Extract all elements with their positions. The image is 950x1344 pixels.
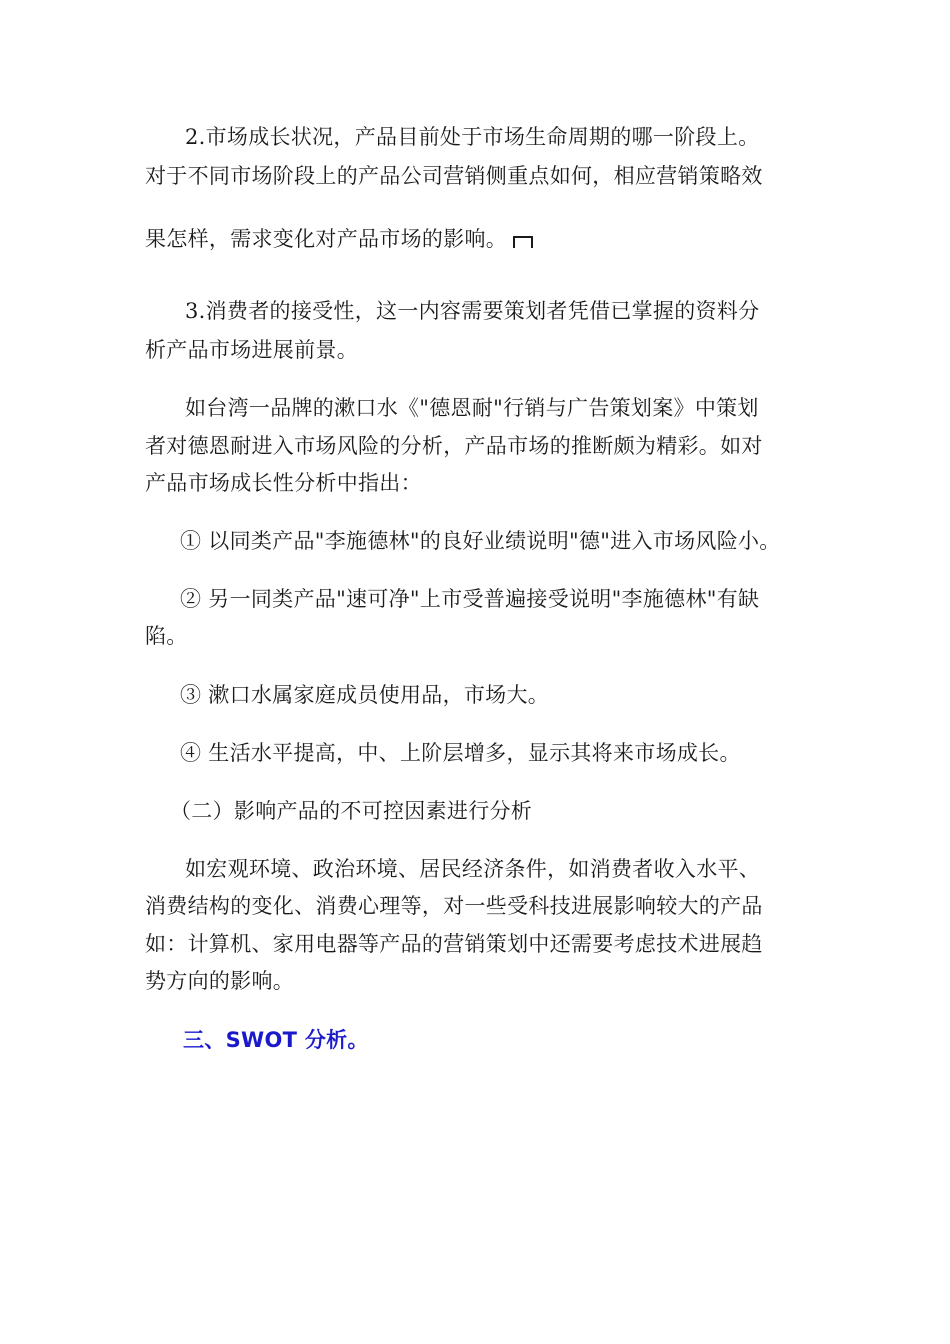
paragraph-line: 如：计算机、家用电器等产品的营销策划中还需要考虑技术进展趋 — [145, 932, 763, 956]
list-item-continuation: 陷。 — [145, 624, 188, 648]
subsection-heading: （二）影响产品的不可控因素进行分析 — [170, 799, 533, 823]
list-item: ② 另一同类产品"速可净"上市受普遍接受说明"李施德林"有缺 — [180, 587, 760, 611]
paragraph-line: 2.市场成长状况，产品目前处于市场生命周期的哪一阶段上。 — [185, 125, 760, 149]
list-item: ① 以同类产品"李施德林"的良好业绩说明"德"进入市场风险小。 — [180, 529, 781, 553]
paragraph-line: 对于不同市场阶段上的产品公司营销侧重点如何，相应营销策略效 — [145, 164, 763, 188]
list-item: ③ 漱口水属家庭成员使用品，市场大。 — [180, 683, 550, 707]
paragraph-line: 消费结构的变化、消费心理等，对一些受科技进展影响较大的产品 — [145, 894, 763, 918]
paragraph-line: 势方向的影响。 — [145, 969, 295, 993]
paragraph-line-text: 果怎样，需求变化对产品市场的影响。 — [145, 227, 508, 251]
edit-mark-icon — [513, 236, 533, 248]
list-item: ④ 生活水平提高，中、上阶层增多，显示其将来市场成长。 — [180, 741, 741, 765]
paragraph-line: 析产品市场进展前景。 — [145, 338, 358, 362]
paragraph-line: 者对德恩耐进入市场风险的分析，产品市场的推断颇为精彩。如对 — [145, 434, 763, 458]
paragraph-line: 产品市场成长性分析中指出： — [145, 471, 422, 495]
section-heading: 三、SWOT 分析。 — [183, 1028, 369, 1052]
paragraph-line: 如宏观环境、政治环境、居民经济条件，如消费者收入水平、 — [185, 857, 761, 881]
paragraph-line: 3.消费者的接受性，这一内容需要策划者凭借已掌握的资料分 — [185, 299, 760, 323]
paragraph-line: 如台湾一品牌的漱口水《"德恩耐"行销与广告策划案》中策划 — [185, 396, 759, 420]
paragraph-line — [145, 225, 533, 253]
